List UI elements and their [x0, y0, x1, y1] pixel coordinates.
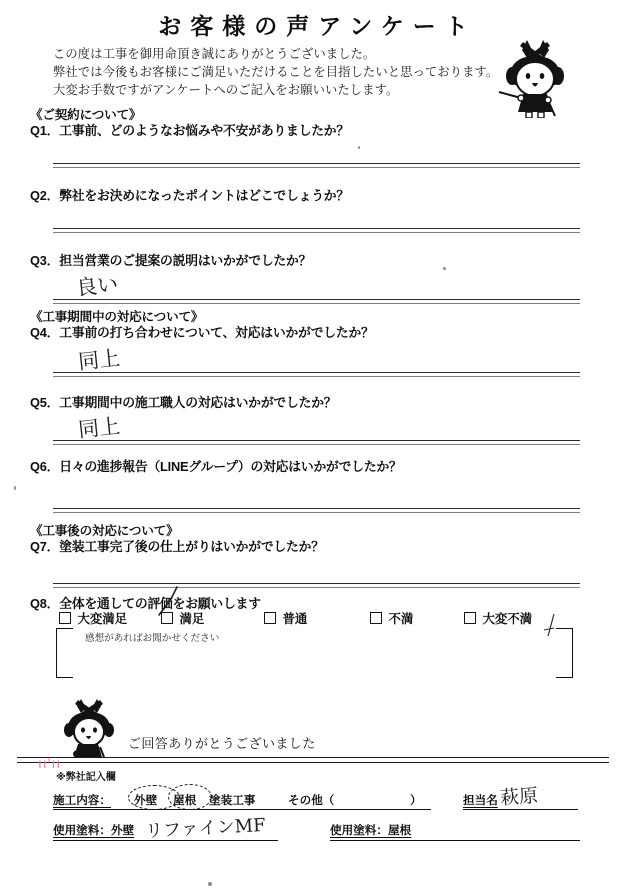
q8-option-label: 大変不満	[482, 612, 533, 626]
q8-option-dissatisfied[interactable]	[370, 609, 413, 627]
question-q5: Q5．工事期間中の施工職人の対応はいかがでしたか？	[30, 395, 337, 410]
question-q3: Q3．担当営業のご提案の説明はいかがでしたか？	[30, 253, 312, 268]
checkbox-very-satisfied[interactable]	[59, 612, 71, 624]
answer-line-q2[interactable]	[53, 228, 580, 233]
q8-option-label: 不満	[388, 612, 414, 626]
comment-hint: 感想があればお聞かせください	[85, 633, 220, 644]
q8-option-neutral[interactable]	[264, 609, 307, 627]
work-option-roof[interactable]: 屋根	[173, 794, 197, 807]
q8-option-very-dissatisfied[interactable]	[464, 609, 532, 627]
thanks-message: ご回答ありがとうございました	[128, 736, 316, 751]
work-content-suffix: 塗装工事	[209, 794, 256, 807]
answer-handwriting-q4: 同上	[76, 345, 122, 375]
comment-box-bracket-right	[556, 628, 573, 678]
comment-value[interactable]	[78, 648, 548, 674]
intro-line-3: 大変お手数ですがアンケートへのご記入をお願いいたします。	[53, 83, 399, 98]
answer-line-q5[interactable]	[53, 440, 580, 445]
scan-speck	[443, 267, 446, 270]
answer-line-q4[interactable]	[53, 372, 580, 377]
other-label: その他（	[288, 794, 335, 807]
answer-handwriting-q3: 良い	[74, 271, 120, 301]
other-close-paren: ）	[410, 794, 422, 807]
section-heading-after-work: 《工事後の対応について》	[30, 524, 179, 538]
answer-line-q6[interactable]	[53, 508, 580, 513]
paint-wall-rule	[53, 840, 278, 841]
paint-wall-value: リファインMF	[144, 814, 267, 843]
checkbox-dissatisfied[interactable]	[370, 612, 382, 624]
staff-signature: 萩原	[499, 784, 539, 810]
circle-mark-roof	[168, 784, 212, 810]
q8-option-label: 普通	[282, 612, 308, 626]
paint-wall-label: 使用塗料：外壁	[53, 824, 135, 837]
q8-option-label: 大変満足	[77, 612, 128, 626]
mascot-samurai-icon	[497, 36, 571, 118]
checkbox-neutral[interactable]	[264, 612, 276, 624]
mascot-samurai-bottom-icon	[58, 697, 120, 759]
question-q8: Q8．全体を通しての評価をお願いします	[30, 596, 261, 611]
answer-handwriting-q5: 同上	[76, 413, 122, 443]
q8-option-very-satisfied[interactable]	[59, 609, 127, 627]
page-title: お客様の声アンケート	[158, 13, 477, 39]
work-content-rule	[53, 809, 431, 810]
answer-line-q1[interactable]	[53, 163, 580, 168]
question-q1: Q1．工事前、どのようなお悩みや不安がありましたか？	[30, 123, 349, 138]
staff-label: 担当名	[463, 794, 498, 807]
answer-line-q7[interactable]	[53, 583, 580, 588]
paint-roof-label: 使用塗料：屋根	[330, 824, 412, 837]
question-q7: Q7．塗装工事完了後の仕上がりはいかがでしたか？	[30, 539, 324, 554]
question-q4: Q4．工事前の打ち合わせについて、対応はいかがでしたか？	[30, 325, 374, 340]
question-q2: Q2．弊社をお決めになったポイントはどこでしょうか？	[30, 188, 349, 203]
footer-internal-note: ※弊社記入欄	[56, 772, 116, 783]
checkbox-very-dissatisfied[interactable]	[464, 612, 476, 624]
question-q6: Q6．日々の進捗報告（LINEグループ）の対応はいかがでしたか？	[30, 459, 402, 474]
scan-speck	[358, 146, 360, 149]
section-heading-during-work: 《工事期間中の対応について》	[30, 310, 204, 324]
intro-line-2: 弊社では今後もお客様にご満足いただけることを目指したいと思っております。	[53, 65, 499, 80]
intro-line-1: この度は工事を御用命頂き誠にありがとうございました。	[53, 47, 376, 61]
scan-speck	[208, 882, 212, 886]
work-option-wall[interactable]: 外壁	[134, 794, 158, 807]
section-heading-contract: 《ご契約について》	[30, 108, 142, 122]
q8-option-label: 満足	[179, 612, 205, 626]
comment-box-bracket-left	[56, 628, 73, 678]
paint-roof-rule	[330, 840, 580, 841]
answer-line-q3[interactable]	[53, 299, 580, 304]
footer-divider	[17, 757, 609, 763]
intro-paragraph	[53, 45, 498, 100]
scan-speck	[14, 486, 16, 490]
q8-option-group	[53, 609, 583, 629]
pink-highlighter-mark: ıı'ıı	[38, 755, 62, 771]
work-content-label: 施工内容：	[53, 794, 111, 807]
staff-rule	[463, 809, 578, 810]
handwritten-check-satisfied-icon	[155, 585, 195, 617]
